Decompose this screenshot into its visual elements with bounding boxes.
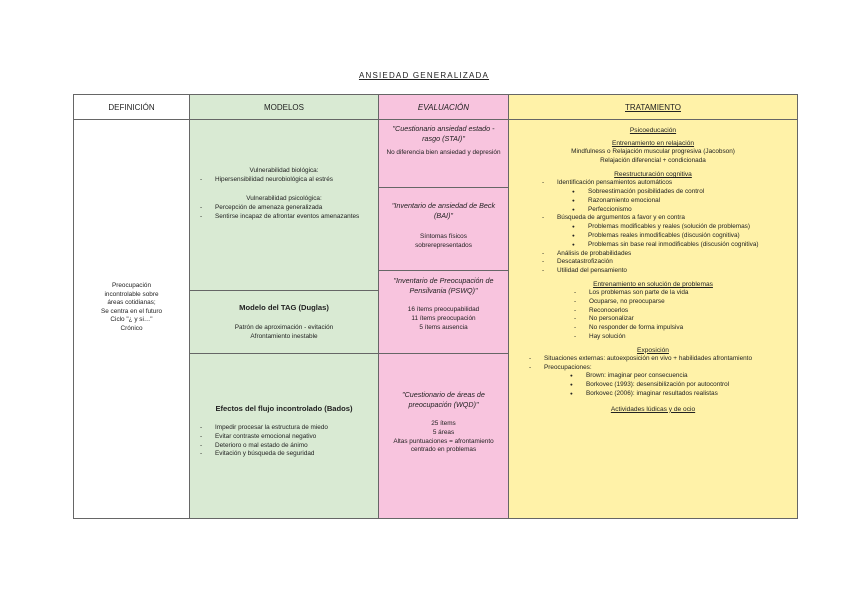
definicion-line: áreas cotidianas; <box>107 299 156 307</box>
vb-list <box>215 176 378 185</box>
list-item: - Hay solución <box>589 333 797 342</box>
bai-title: "Inventario de ansiedad de Beck (BAI)" <box>391 201 496 220</box>
wqd-line: Altas puntuaciones = afrontamiento centrado en problemas <box>393 437 494 454</box>
definicion-cell <box>73 119 190 519</box>
list-item: - Evitar contraste emocional negativo <box>215 433 378 442</box>
pswq-line: 5 ítems ausencia <box>419 323 468 331</box>
list-item: - Hipersensibilidad neurobiológica al estrés <box>215 176 378 185</box>
list-item: - Percepción de amenaza generalizada <box>215 204 364 213</box>
list-item: - Impedir procesar la estructura de miedo <box>215 424 378 433</box>
actividades-title: Actividades lúdicas y de ocio <box>610 405 696 413</box>
tag-line: Afrontamiento inestable <box>250 332 318 340</box>
list-item: - Los problemas son parte de la vida <box>589 289 797 298</box>
vp-title: Vulnerabilidad psicológica: <box>246 195 322 203</box>
sub-list-item: ● Perfeccionismo <box>588 206 789 215</box>
header-tratamiento: TRATAMIENTO <box>508 94 798 120</box>
tag-title: Modelo del TAG (Duglas) <box>239 303 329 312</box>
vp-list <box>215 204 364 222</box>
relajacion-line: Mindfulness o Relajación muscular progresiva (Jacobson) <box>571 148 735 155</box>
header-definicion: DEFINICIÓN <box>73 94 190 120</box>
tratamiento-cell <box>508 119 798 519</box>
list-item: - Reconocerlos <box>589 307 797 316</box>
eval-pswq <box>378 270 509 354</box>
tag-line: Patrón de aproximación - evitación <box>234 324 334 331</box>
list-item: - Evitación y búsqueda de seguridad <box>215 450 378 459</box>
tag-text <box>190 324 378 341</box>
eval-stai <box>378 119 509 188</box>
modelos-efectos <box>189 353 379 519</box>
list-item-label: Preocupaciones: <box>544 363 592 371</box>
modelos-vulnerabilidad <box>189 119 379 291</box>
relajacion-line: Relajación diferencial + condicionada <box>600 156 706 164</box>
relajacion-title: Entrenamiento en relajación <box>611 140 695 147</box>
list-item-label: Identificación pensamientos automáticos <box>557 179 673 187</box>
definicion-line: Crónico <box>120 324 143 332</box>
eval-wqd <box>378 353 509 519</box>
summary-table <box>73 94 798 519</box>
wqd-body <box>391 420 496 455</box>
stai-body: No diferencia bien ansiedad y depresión <box>386 149 501 156</box>
sub-list-item: ● Razonamiento emocional <box>588 197 789 206</box>
definicion-line: incontrolable sobre <box>104 290 159 298</box>
list-item-label: Búsqueda de argumentos a favor y en contra <box>557 214 685 222</box>
sub-list <box>586 372 789 398</box>
wqd-line: 5 áreas <box>432 428 455 436</box>
efectos-list <box>215 424 378 459</box>
header-evaluacion: EVALUACIÓN <box>378 94 509 120</box>
eval-bai <box>378 187 509 271</box>
pswq-line: 16 ítems preocupabilidad <box>407 306 480 313</box>
definicion-line: Se centra en el futuro <box>100 307 163 315</box>
stai-title: "Cuestionario ansiedad estado - rasgo (STAI)" <box>392 124 495 143</box>
exposicion-title: Exposición <box>637 346 669 354</box>
wqd-line: 25 ítems <box>431 420 456 427</box>
list-item: - No responder de forma impulsiva <box>589 324 797 333</box>
bai-body: Síntomas físicos sobrerepresentados <box>415 233 472 249</box>
list-item: - Deterioro o mal estado de ánimo <box>215 442 378 451</box>
modelos-tag <box>189 290 379 354</box>
list-item: - Descatastrofización <box>557 258 789 267</box>
efectos-title: Efectos del flujo incontrolado (Bados) <box>215 404 353 413</box>
sub-list-item: ● Sobreestimación posibilidades de control <box>588 188 789 197</box>
list-item <box>557 214 789 249</box>
sub-list-item: ● Problemas modificables y reales (solución de problemas) <box>588 223 789 232</box>
problemas-title: Entrenamiento en solución de problemas <box>593 280 713 288</box>
pswq-title: "Inventario de Preocupación de Pensilvania (PSWQ)" <box>393 276 494 295</box>
sub-list-item: ● Problemas reales inmodificables (discusión cognitiva) <box>588 232 789 241</box>
list-item: - Ocuparse, no preocuparse <box>589 298 797 307</box>
page-title: ANSIEDAD GENERALIZADA <box>358 71 490 80</box>
exposicion-list <box>544 355 789 399</box>
pswq-body <box>379 306 508 332</box>
list-item: - Sentirse incapaz de afrontar eventos amenazantes <box>215 213 364 222</box>
header-modelos: MODELOS <box>189 94 379 120</box>
list-item <box>544 364 789 399</box>
sub-list <box>588 188 789 214</box>
sub-list-item: ● Borkovec (1993): desensibilización por autocontrol <box>586 381 789 390</box>
list-item: - Análisis de probabilidades <box>557 250 789 259</box>
pswq-line: 11 ítems preocupación <box>411 314 476 322</box>
definicion-line: Ciclo "¿ y si…" <box>110 316 153 324</box>
sub-list-item: ● Problemas sin base real inmodificables (discusión cognitiva) <box>588 241 789 250</box>
problemas-list <box>589 289 797 342</box>
list-item <box>557 179 789 214</box>
list-item: - No personalizar <box>589 315 797 324</box>
psicoeducacion-title: Psicoeducación <box>629 127 677 134</box>
reestructuracion-title: Reestructuración cognitiva <box>614 171 692 179</box>
list-item: - Situaciones externas: autoexposición en vivo + habilidades afrontamiento <box>544 355 789 364</box>
sub-list-item: ● Brown: imaginar peor consecuencia <box>586 372 789 381</box>
sub-list-item: ● Borkovec (2006): imaginar resultados realistas <box>586 390 789 399</box>
list-item: - Utilidad del pensamiento <box>557 267 789 276</box>
definicion-line: Preocupación <box>111 282 152 289</box>
definicion-text <box>74 282 189 334</box>
sub-list <box>588 223 789 249</box>
reestructuracion-list <box>557 179 789 276</box>
wqd-title: "Cuestionario de áreas de preocupación (WQD)" <box>402 390 485 409</box>
vb-title: Vulnerabilidad biológica: <box>249 167 319 174</box>
